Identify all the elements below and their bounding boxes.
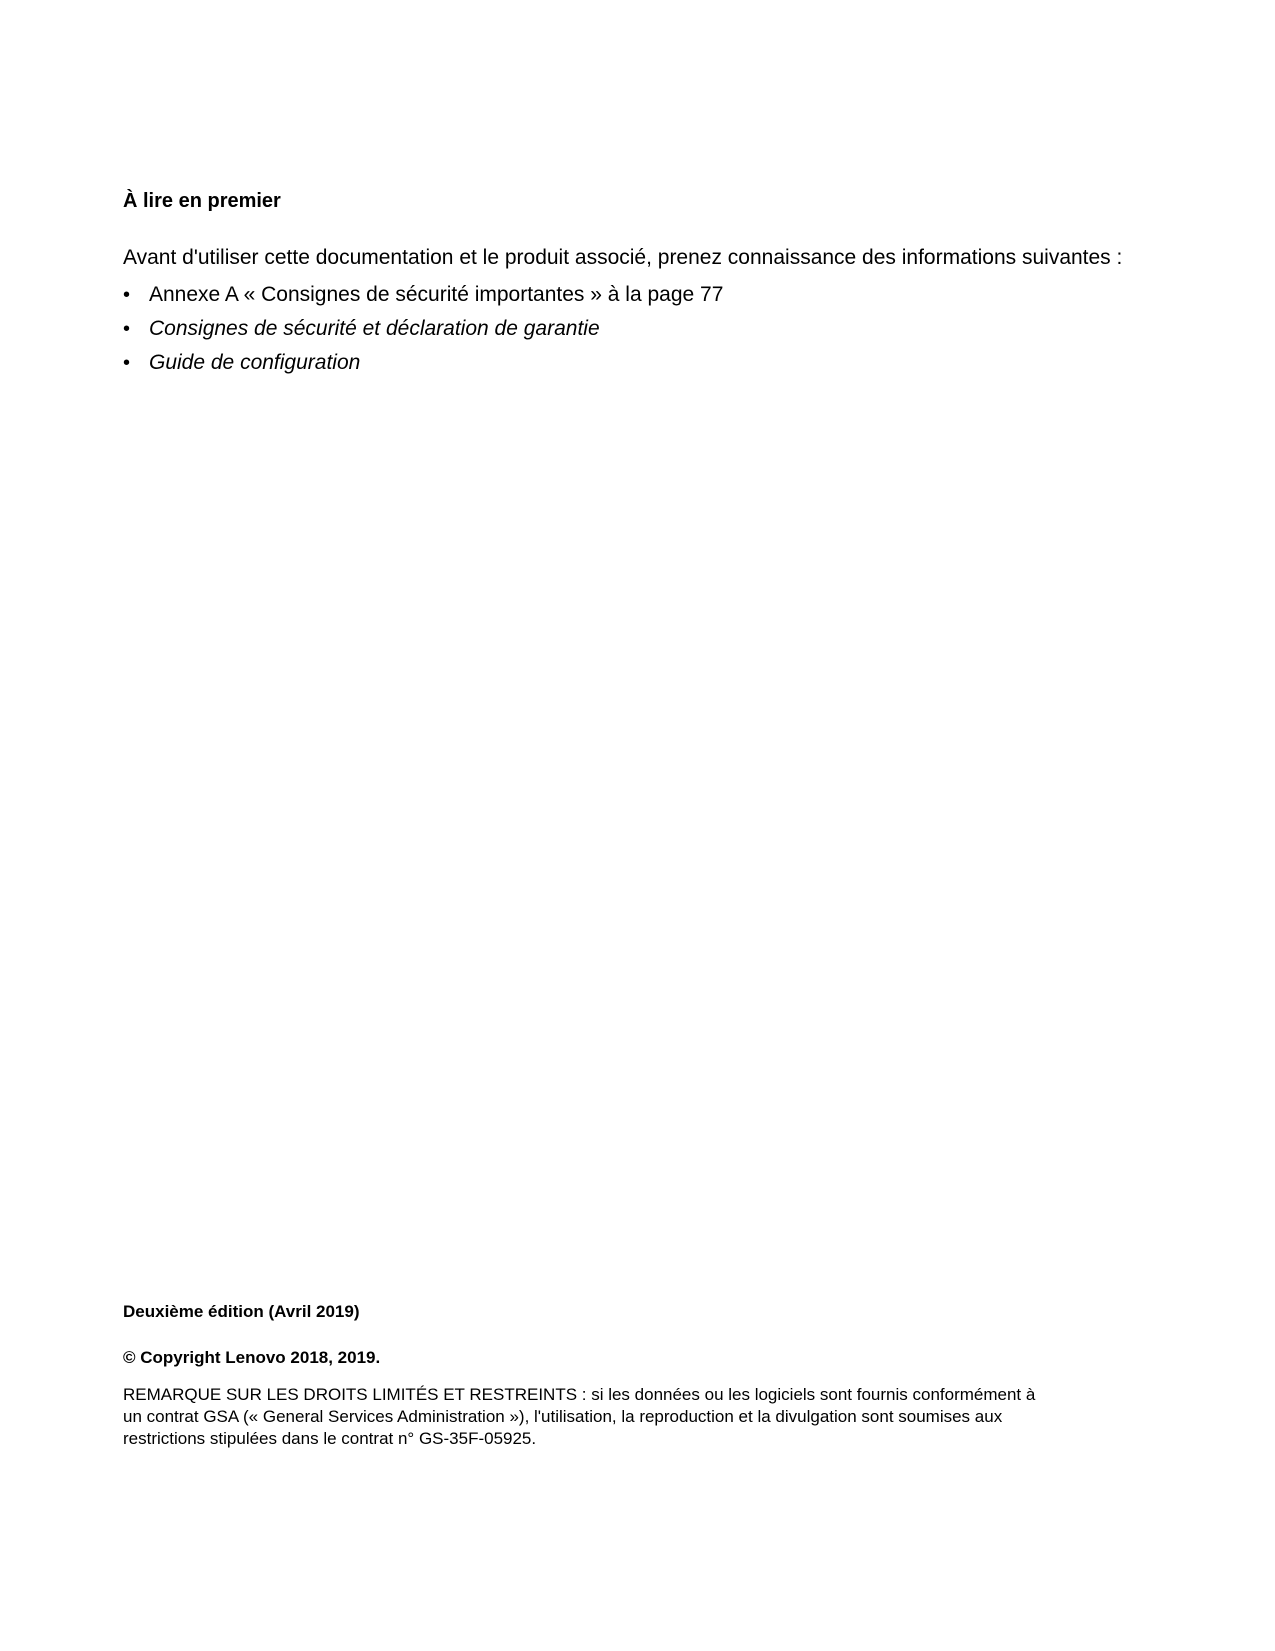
bullet-icon: • [123,318,131,340]
rights-notice-line: un contrat GSA (« General Services Administration »), l'utilisation, la reproduction et la divulgation sont soumises aux [123,1407,1003,1426]
rights-notice-line: REMARQUE SUR LES DROITS LIMITÉS ET RESTREINTS : si les données ou les logiciels sont fournis conformément à [123,1385,1036,1404]
list-item [123,316,723,350]
list-item [123,350,723,384]
bullet-icon: • [123,284,131,306]
bullet-icon: • [123,352,131,374]
list-item [123,282,723,316]
rights-notice-line: restrictions stipulées dans le contrat n° GS-35F-05925. [123,1429,537,1448]
copyright-statement: © Copyright Lenovo 2018, 2019. [123,1348,381,1367]
intro-paragraph: Avant d'utiliser cette documentation et le produit associé, prenez connaissance des informations suivantes : [123,246,1123,269]
list-item-text: Guide de configuration [149,351,361,374]
list-item-text: Annexe A « Consignes de sécurité importantes » à la page 77 [149,283,724,306]
reading-list [123,282,723,384]
edition-statement: Deuxième édition (Avril 2019) [123,1302,360,1321]
rights-notice [123,1384,1113,1450]
list-item-text: Consignes de sécurité et déclaration de garantie [149,317,600,340]
page-heading: À lire en premier [123,190,281,212]
